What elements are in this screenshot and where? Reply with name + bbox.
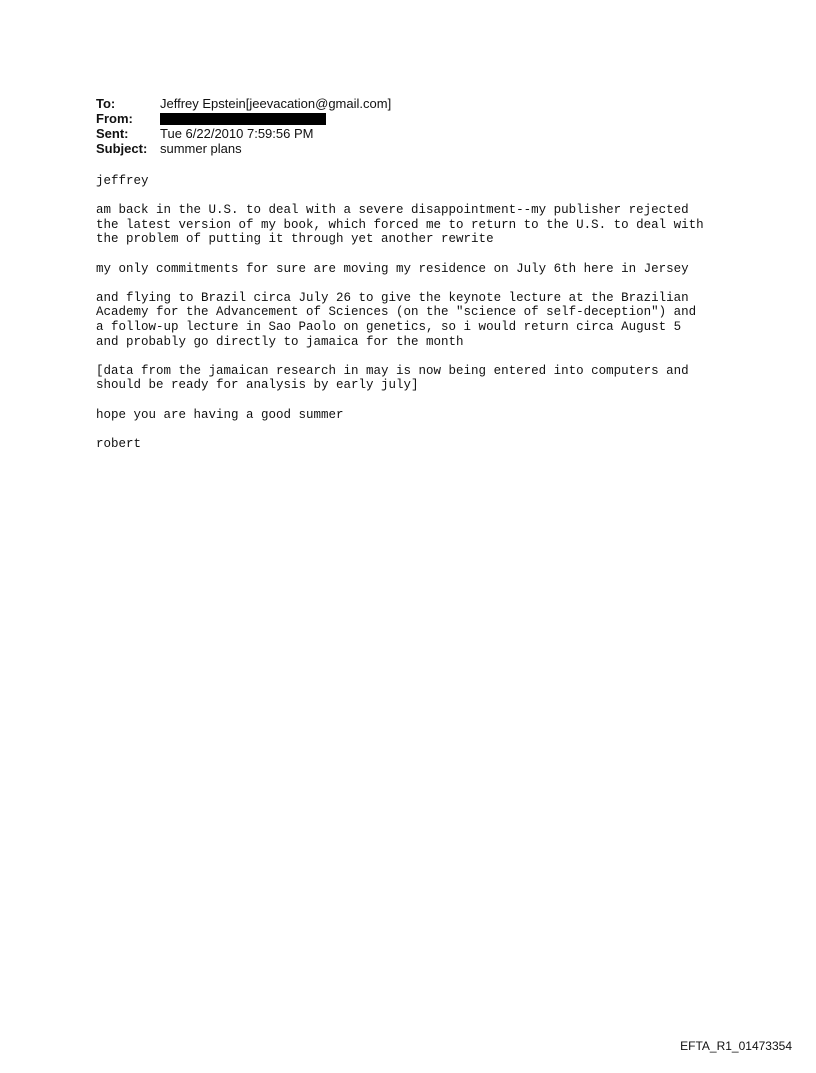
signature-text: robert (96, 436, 142, 451)
body-paragraph-4 (96, 364, 746, 393)
body-line: should be ready for analysis by early july] (96, 378, 419, 393)
to-label: To: (96, 96, 116, 111)
body-paragraph-1 (96, 203, 746, 247)
body-line: a follow-up lecture in Sao Paolo on genetics, so i would return circa August 5 (96, 319, 682, 334)
from-row (96, 111, 391, 126)
body-line: and flying to Brazil circa July 26 to give the keynote lecture at the Brazilian (96, 290, 689, 305)
email-body (96, 174, 746, 466)
greeting-text: jeffrey (96, 174, 149, 188)
body-line: the latest version of my book, which forced me to return to the U.S. to deal with (96, 217, 704, 232)
email-header (96, 96, 391, 156)
to-value: Jeffrey Epstein[jeevacation@gmail.com] (160, 96, 392, 111)
to-row (96, 96, 391, 111)
body-line: Academy for the Advancement of Sciences (on the "science of self-deception") and (96, 305, 697, 320)
sent-row (96, 126, 391, 141)
document-id: EFTA_R1_01473354 (680, 1039, 792, 1053)
body-line: hope you are having a good summer (96, 407, 344, 422)
body-line: the problem of putting it through yet another rewrite (96, 232, 494, 247)
subject-value: summer plans (160, 141, 242, 156)
sent-value: Tue 6/22/2010 7:59:56 PM (160, 126, 314, 141)
body-line: and probably go directly to jamaica for the month (96, 334, 464, 349)
sent-label: Sent: (96, 126, 129, 141)
body-line: [data from the jamaican research in may is now being entered into computers and (96, 363, 689, 378)
signature (96, 437, 746, 452)
greeting (96, 174, 746, 189)
body-line: am back in the U.S. to deal with a severe disappointment--my publisher rejected (96, 203, 689, 218)
redaction-bar (160, 113, 326, 125)
from-label: From: (96, 111, 133, 126)
body-paragraph-5 (96, 408, 746, 423)
subject-row (96, 141, 391, 156)
subject-label: Subject: (96, 141, 148, 156)
body-paragraph-2 (96, 262, 746, 277)
body-paragraph-3 (96, 291, 746, 349)
body-line: my only commitments for sure are moving my residence on July 6th here in Jersey (96, 261, 689, 276)
